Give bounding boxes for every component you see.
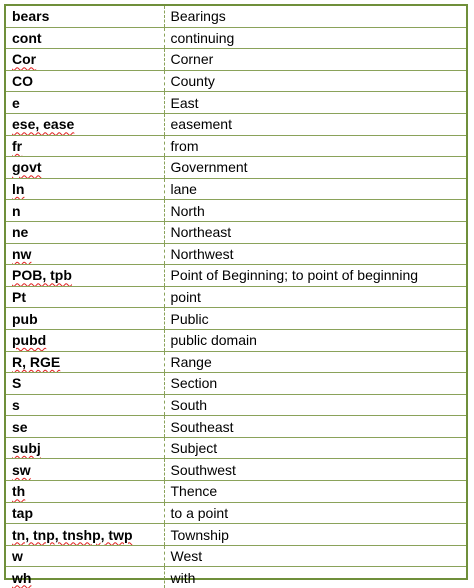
table-row	[6, 221, 466, 243]
abbreviation-cell	[6, 481, 164, 503]
abbreviation-cell	[6, 265, 164, 287]
meaning-cell	[164, 221, 466, 243]
abbreviation-cell	[6, 6, 164, 27]
meaning-cell	[164, 329, 466, 351]
table-row	[6, 178, 466, 200]
abbreviation-text: sw	[12, 461, 31, 478]
abbreviation-cell	[6, 308, 164, 330]
meaning-text: Southeast	[170, 418, 234, 435]
meaning-cell	[164, 416, 466, 438]
meaning-cell	[164, 200, 466, 222]
abbreviation-text: wh	[12, 569, 32, 586]
meaning-text: Northwest	[170, 245, 234, 262]
abbreviation-text: bears	[12, 8, 50, 25]
table-row	[6, 92, 466, 114]
abbreviation-cell	[6, 437, 164, 459]
meaning-cell	[164, 502, 466, 524]
abbreviation-text: s	[12, 396, 20, 413]
abbreviation-cell	[6, 502, 164, 524]
meaning-cell	[164, 49, 466, 71]
meaning-cell	[164, 351, 466, 373]
meaning-text: Section	[170, 375, 218, 392]
abbreviation-text: cont	[12, 29, 42, 46]
table-row	[6, 286, 466, 308]
table-row	[6, 351, 466, 373]
abbreviation-table-frame	[4, 4, 468, 586]
abbreviation-text: ese, ease	[12, 116, 75, 133]
abbreviation-text: R, RGE	[12, 353, 61, 370]
meaning-text: public domain	[170, 332, 257, 349]
table-row	[6, 49, 466, 71]
meaning-cell	[164, 135, 466, 157]
abbreviation-cell	[6, 545, 164, 567]
abbreviation-cell	[6, 394, 164, 416]
meaning-cell	[164, 286, 466, 308]
abbreviation-cell	[6, 524, 164, 546]
meaning-text: West	[170, 548, 203, 565]
abbreviation-cell	[6, 459, 164, 481]
table-row	[6, 416, 466, 438]
table-row	[6, 502, 466, 524]
abbreviation-text: Pt	[12, 289, 26, 306]
meaning-text: East	[170, 94, 199, 111]
abbreviation-text: ne	[12, 224, 29, 241]
abbreviation-cell	[6, 70, 164, 92]
abbreviation-cell	[6, 567, 164, 588]
table-row	[6, 70, 466, 92]
meaning-text: Point of Beginning; to point of beginning	[170, 267, 419, 284]
table-row	[6, 329, 466, 351]
meaning-cell	[164, 545, 466, 567]
abbreviation-text: subj	[12, 440, 41, 457]
meaning-text: County	[170, 73, 215, 90]
abbreviation-cell	[6, 49, 164, 71]
abbreviation-text: th	[12, 483, 26, 500]
abbreviation-text: w	[12, 548, 23, 565]
abbreviation-cell	[6, 157, 164, 179]
meaning-cell	[164, 394, 466, 416]
abbreviation-cell	[6, 113, 164, 135]
meaning-text: North	[170, 202, 205, 219]
meaning-text: South	[170, 396, 208, 413]
meaning-text: Thence	[170, 483, 218, 500]
table-row	[6, 545, 466, 567]
table-row	[6, 567, 466, 588]
table-row	[6, 27, 466, 49]
abbreviation-text: fr	[12, 137, 23, 154]
meaning-cell	[164, 178, 466, 200]
abbreviation-text: tap	[12, 504, 33, 521]
meaning-text: continuing	[170, 29, 235, 46]
abbreviation-text: e	[12, 94, 20, 111]
table-row	[6, 524, 466, 546]
table-row	[6, 157, 466, 179]
abbreviation-text: tn, tnp, tnshp, twp	[12, 526, 133, 543]
meaning-cell	[164, 437, 466, 459]
abbreviation-text: S	[12, 375, 22, 392]
meaning-text: with	[170, 569, 196, 586]
meaning-cell	[164, 92, 466, 114]
table-row	[6, 200, 466, 222]
meaning-text: Government	[170, 159, 248, 176]
table-row	[6, 373, 466, 395]
meaning-cell	[164, 27, 466, 49]
abbreviation-cell	[6, 416, 164, 438]
abbreviation-cell	[6, 329, 164, 351]
meaning-text: Subject	[170, 440, 218, 457]
meaning-text: easement	[170, 116, 232, 133]
meaning-cell	[164, 524, 466, 546]
abbreviation-text: ln	[12, 181, 25, 198]
table-row	[6, 113, 466, 135]
abbreviation-text: nw	[12, 245, 32, 262]
meaning-text: Northeast	[170, 224, 232, 241]
abbreviation-cell	[6, 27, 164, 49]
table-row	[6, 481, 466, 503]
abbreviation-text: pubd	[12, 332, 47, 349]
meaning-cell	[164, 373, 466, 395]
meaning-cell	[164, 459, 466, 481]
meaning-cell	[164, 70, 466, 92]
meaning-cell	[164, 567, 466, 588]
abbreviation-text: se	[12, 418, 28, 435]
abbreviation-table-body	[6, 6, 466, 588]
abbreviation-cell	[6, 373, 164, 395]
meaning-cell	[164, 157, 466, 179]
abbreviation-text: POB, tpb	[12, 267, 72, 284]
meaning-text: point	[170, 289, 201, 306]
table-row	[6, 6, 466, 27]
abbreviation-text: n	[12, 202, 21, 219]
meaning-text: lane	[170, 181, 197, 198]
table-row	[6, 243, 466, 265]
abbreviation-cell	[6, 351, 164, 373]
abbreviation-cell	[6, 200, 164, 222]
meaning-text: Corner	[170, 51, 214, 68]
meaning-text: Township	[170, 526, 229, 543]
meaning-cell	[164, 265, 466, 287]
table-row	[6, 135, 466, 157]
abbreviation-table	[6, 6, 466, 588]
meaning-text: Range	[170, 353, 212, 370]
table-row	[6, 459, 466, 481]
table-row	[6, 394, 466, 416]
abbreviation-cell	[6, 243, 164, 265]
meaning-cell	[164, 6, 466, 27]
abbreviation-cell	[6, 221, 164, 243]
abbreviation-cell	[6, 178, 164, 200]
table-row	[6, 437, 466, 459]
meaning-cell	[164, 308, 466, 330]
meaning-cell	[164, 481, 466, 503]
meaning-text: Bearings	[170, 8, 226, 25]
abbreviation-text: pub	[12, 310, 38, 327]
meaning-cell	[164, 243, 466, 265]
meaning-text: to a point	[170, 504, 229, 521]
abbreviation-text: govt	[12, 159, 42, 176]
meaning-text: Public	[170, 310, 209, 327]
table-row	[6, 265, 466, 287]
abbreviation-cell	[6, 135, 164, 157]
meaning-text: from	[170, 137, 199, 154]
abbreviation-cell	[6, 286, 164, 308]
meaning-cell	[164, 113, 466, 135]
abbreviation-cell	[6, 92, 164, 114]
abbreviation-text: Cor	[12, 51, 37, 68]
table-row	[6, 308, 466, 330]
abbreviation-text: CO	[12, 73, 33, 90]
meaning-text: Southwest	[170, 461, 236, 478]
